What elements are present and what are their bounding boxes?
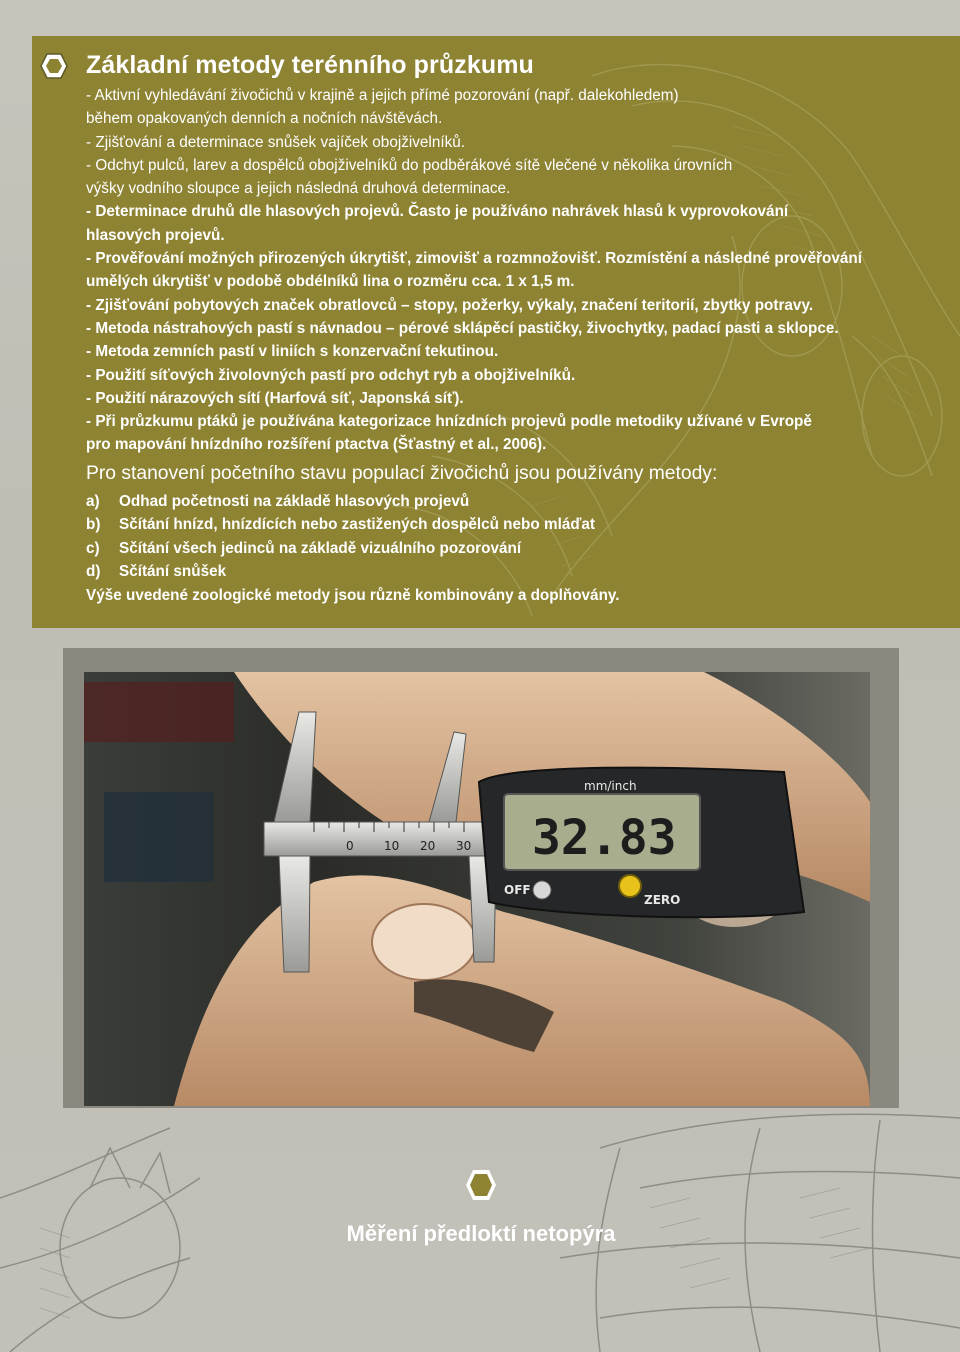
list-text: Sčítání všech jedinců na základě vizuálního pozorování bbox=[119, 539, 522, 557]
text-line: umělých úkrytišť v podobě obdélníků lina o rozměru cca. 1 x 1,5 m. bbox=[86, 273, 575, 291]
list-letter: b) bbox=[86, 516, 101, 534]
text-line: - Prověřování možných přirozených úkrytišť, zimovišť a rozmnožovišť. Rozmístění a následné prověřování bbox=[86, 250, 862, 268]
caliper-scale-20: 20 bbox=[420, 839, 436, 853]
display-unit: mm/inch bbox=[584, 779, 637, 793]
list-text: Odhad početnosti na základě hlasových projevů bbox=[119, 492, 470, 510]
text-line: - Odchyt pulců, larev a dospělců obojživelníků do podběrákové sítě vlečené v několika úrovních bbox=[86, 156, 733, 174]
hexagon-bullet-icon bbox=[40, 52, 68, 80]
caliper-scale-0: 0 bbox=[346, 839, 354, 853]
text-line: - Použití síťových živolovných pastí pro odchyt ryb a obojživelníků. bbox=[86, 366, 576, 384]
caliper-photo bbox=[84, 672, 870, 1106]
text-line: - Aktivní vyhledávání živočichů v krajině a jejich přímé pozorování (např. dalekohledem) bbox=[86, 87, 679, 104]
list-item bbox=[86, 537, 936, 561]
list-text: Sčítání hnízd, hnízdících nebo zastižených dospělců nebo mláďat bbox=[119, 516, 595, 534]
text-line: hlasových projevů. bbox=[86, 226, 225, 244]
off-button-label: OFF bbox=[504, 883, 531, 897]
photo-caption: Měření předloktí netopýra bbox=[346, 1221, 616, 1246]
text-line: pro mapování hnízdního rozšíření ptactva (Šťastný et al., 2006). bbox=[86, 436, 547, 454]
text-line: výšky vodního sloupce a jejich následná druhová determinace. bbox=[86, 180, 511, 198]
methods-subtitle: Pro stanovení početního stavu populací živočichů jsou používány metody: bbox=[86, 462, 718, 484]
counting-methods bbox=[86, 490, 936, 584]
list-item bbox=[86, 560, 936, 584]
text-line: během opakovaných denních a nočních návštěvách. bbox=[86, 110, 443, 128]
list-item bbox=[86, 490, 936, 514]
text-line: - Zjišťování pobytových značek obratlovců – stopy, požerky, výkaly, značení teritorií, zbytky potravy. bbox=[86, 296, 814, 314]
text-line: - Metoda zemních pastí v liniích s konzervační tekutinou. bbox=[86, 343, 499, 361]
caliper-scale-30: 30 bbox=[456, 839, 472, 853]
display-value: 32.83 bbox=[532, 810, 677, 866]
list-letter: a) bbox=[86, 492, 100, 510]
zero-button-label: ZERO bbox=[644, 893, 681, 907]
caption-badge-icon bbox=[464, 1168, 498, 1202]
methods-panel bbox=[32, 36, 960, 628]
text-line: - Zjišťování a determinace snůšek vajíček obojživelníků. bbox=[86, 133, 465, 151]
text-line: - Determinace druhů dle hlasových projevů. Často je používáno nahrávek hlasů k vyprovokování bbox=[86, 203, 789, 221]
list-letter: d) bbox=[86, 563, 101, 581]
text-line: - Metoda nástrahových pastí s návnadou – pérové sklápěcí pastičky, živochytky, padací pasti a sklopce. bbox=[86, 319, 839, 337]
list-text: Sčítání snůšek bbox=[119, 563, 227, 581]
methods-list bbox=[86, 84, 936, 607]
list-item bbox=[86, 513, 936, 537]
panel-title: Základní metody terénního průzkumu bbox=[86, 51, 534, 79]
text-line: - Použití nárazových sítí (Harfová síť, Japonská síť). bbox=[86, 389, 464, 407]
list-letter: c) bbox=[86, 539, 100, 557]
caliper-scale-10: 10 bbox=[384, 839, 400, 853]
text-line: - Při průzkumu ptáků je používána kategorizace hnízdních projevů podle metodiky užívané v Evropě bbox=[86, 413, 812, 431]
closing-note: Výše uvedené zoologické metody jsou různě kombinovány a doplňovány. bbox=[86, 586, 620, 604]
